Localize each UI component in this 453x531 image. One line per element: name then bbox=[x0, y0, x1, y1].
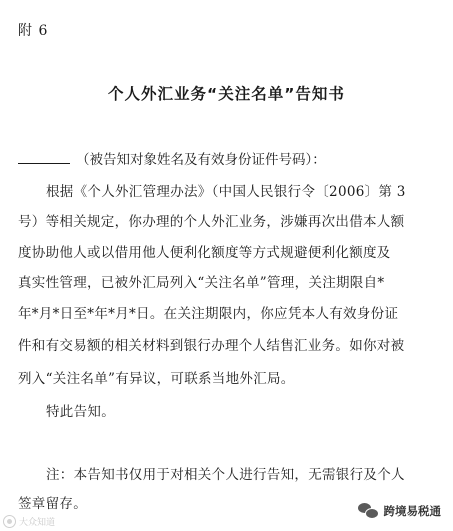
body-line: 度协助他人或以借用他人便利化额度等方式规避便利化额度及 bbox=[18, 245, 391, 261]
watermark-logo-icon bbox=[3, 515, 16, 528]
addressee-text: （被告知对象姓名及有效身份证件号码）： bbox=[76, 152, 326, 168]
note-line: 注：本告知书仅用于对相关个人进行告知，无需银行及个人 bbox=[46, 467, 405, 483]
watermark-left-text: 大众知道 bbox=[19, 518, 56, 528]
closing-line: 特此告知。 bbox=[46, 404, 115, 420]
name-blank-field bbox=[18, 151, 70, 164]
watermark-right bbox=[358, 503, 442, 519]
wechat-icon bbox=[358, 503, 378, 519]
watermark-left bbox=[3, 515, 55, 528]
body-line: 真实性管理，已被外汇局列入“关注名单”管理，关注期限自* bbox=[18, 275, 385, 291]
watermark-right-text: 跨境易税通 bbox=[383, 504, 441, 518]
body-line: 件和有交易额的相关材料到银行办理个人结售汇业务。如你对被 bbox=[18, 338, 405, 354]
body-line: 年*月*日至*年*月*日。在关注期限内，你应凭本人有效身份证 bbox=[18, 306, 399, 322]
note-line: 签章留存。 bbox=[18, 496, 87, 512]
document-title: 个人外汇业务“关注名单”告知书 bbox=[108, 85, 345, 103]
body-line: 根据《个人外汇管理办法》（中国人民银行令〔2006〕第 3 bbox=[46, 184, 406, 200]
appendix-label: 附 6 bbox=[18, 23, 49, 39]
addressee-line bbox=[18, 148, 326, 168]
body-line: 列入“关注名单”有异议，可联系当地外汇局。 bbox=[18, 371, 295, 387]
body-line: 号）等相关规定，你办理的个人外汇业务，涉嫌再次出借本人额 bbox=[18, 214, 405, 230]
